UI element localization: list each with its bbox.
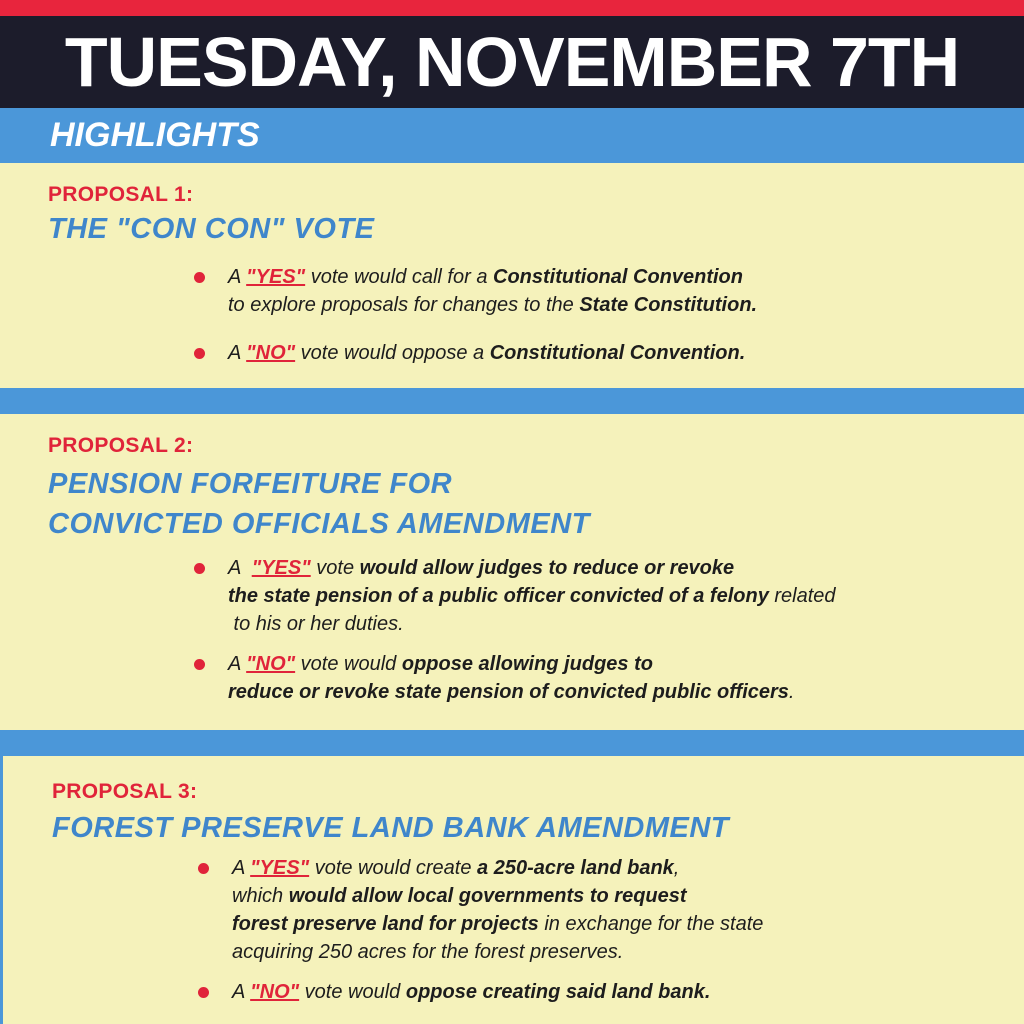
proposal-1-label: PROPOSAL 1: xyxy=(48,183,194,206)
bullet-text: vote would create xyxy=(309,857,478,879)
bullet-dot-icon xyxy=(194,659,205,670)
proposal-3-no-bullet xyxy=(232,978,710,1006)
section-divider xyxy=(0,388,1024,414)
page-title: TUESDAY, NOVEMBER 7TH xyxy=(0,16,1024,108)
yes-vote-label: "YES" xyxy=(246,266,306,288)
proposal-3-section xyxy=(0,756,1024,1024)
bullet-text: vote would oppose a xyxy=(295,342,490,364)
bullet-dot-icon xyxy=(194,272,205,283)
yes-vote-label: "YES" xyxy=(250,857,310,879)
bullet-text: A xyxy=(228,266,247,288)
bullet-bold-text: Constitutional Convention. xyxy=(489,342,746,364)
bullet-text: , xyxy=(673,857,680,879)
bullet-dot-icon xyxy=(194,348,205,359)
bullet-text: A xyxy=(232,857,251,879)
bullet-dot-icon xyxy=(194,563,205,574)
highlights-heading: HIGHLIGHTS xyxy=(50,116,260,154)
proposal-1-section xyxy=(0,163,1024,388)
bullet-text: acquiring 250 acres for the forest preserves. xyxy=(232,941,624,963)
bullet-dot-icon xyxy=(198,863,209,874)
no-vote-label: "NO" xyxy=(246,653,296,675)
proposal-1-yes-bullet xyxy=(228,263,757,319)
bullet-text: to explore proposals for changes to the xyxy=(228,294,580,316)
bullet-text: vote would xyxy=(299,981,406,1003)
no-vote-label: "NO" xyxy=(246,342,296,364)
no-vote-label: "NO" xyxy=(250,981,300,1003)
bullet-text: which xyxy=(232,885,289,907)
bullet-bold-text: oppose creating said land bank. xyxy=(405,981,711,1003)
bullet-bold-text: reduce or revoke state pension of convicted public officers xyxy=(228,681,789,703)
bullet-text: A xyxy=(232,981,251,1003)
yes-vote-label: "YES" xyxy=(251,557,311,579)
bullet-bold-text: would allow judges to reduce or revoke xyxy=(359,557,735,579)
proposal-3-title xyxy=(52,808,729,848)
bullet-text: in exchange for the state xyxy=(538,913,764,935)
bullet-text: vote xyxy=(310,557,360,579)
bullet-bold-text: oppose allowing judges to xyxy=(401,653,653,675)
proposal-2-yes-bullet xyxy=(228,554,836,638)
bullet-bold-text: the state pension of a public officer convicted of a felony xyxy=(228,585,769,607)
section-divider xyxy=(0,730,1024,756)
proposal-2-title-line: PENSION FORFEITURE FOR xyxy=(48,468,453,500)
bullet-text: A xyxy=(228,342,247,364)
bullet-dot-icon xyxy=(198,987,209,998)
proposal-2-no-bullet xyxy=(228,650,794,706)
bullet-text: A xyxy=(228,653,247,675)
proposal-3-yes-bullet xyxy=(232,854,763,966)
bullet-text: vote would call for a xyxy=(305,266,494,288)
highlights-banner xyxy=(0,108,1024,163)
proposal-1-no-bullet xyxy=(228,339,745,367)
proposal-2-section xyxy=(0,414,1024,730)
bullet-text: . xyxy=(788,681,795,703)
bullet-bold-text: a 250-acre land bank xyxy=(477,857,674,879)
bullet-text: to his or her duties. xyxy=(228,613,404,635)
bullet-text: vote would xyxy=(295,653,402,675)
proposal-2-label: PROPOSAL 2: xyxy=(48,434,194,457)
bullet-bold-text: forest preserve land for projects xyxy=(232,913,539,935)
bullet-bold-text: would allow local governments to request xyxy=(288,885,687,907)
bullet-bold-text: Constitutional Convention xyxy=(493,266,743,288)
proposal-3-label: PROPOSAL 3: xyxy=(52,780,198,803)
proposal-1-title xyxy=(48,209,375,249)
top-red-strip xyxy=(0,0,1024,16)
proposal-1-title-line: THE "CON CON" VOTE xyxy=(48,213,375,245)
proposal-2-title-line: CONVICTED OFFICIALS AMENDMENT xyxy=(48,508,590,540)
proposal-2-title xyxy=(48,464,590,544)
bullet-text: related xyxy=(768,585,836,607)
bullet-bold-text: State Constitution. xyxy=(579,294,758,316)
bullet-text: A xyxy=(228,557,252,579)
proposal-3-title-line: FOREST PRESERVE LAND BANK AMENDMENT xyxy=(52,812,730,844)
